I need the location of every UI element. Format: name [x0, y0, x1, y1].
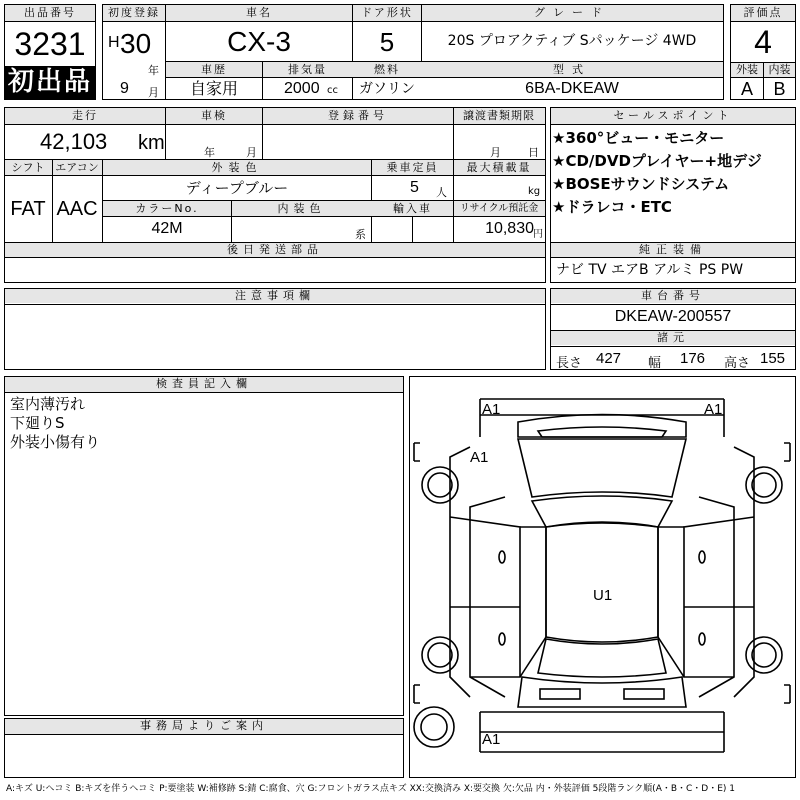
inspector-note-3: 外装小傷有り	[10, 433, 101, 451]
exterior-score-label: 外装	[736, 63, 758, 76]
height-value: 155	[760, 350, 786, 367]
door-value: 5	[379, 27, 395, 57]
car-damage-diagram	[409, 376, 796, 778]
recycle-deposit-unit: 円	[533, 229, 543, 240]
selling-point-1: ★360°ビュー・モニター	[552, 129, 725, 147]
standard-equipment-value: ナビ TV エアB アルミ PS PW	[556, 262, 744, 278]
mileage-unit: km	[138, 132, 165, 154]
damage-mark-hood-left: A1	[470, 449, 489, 466]
year-unit: 年	[148, 64, 159, 77]
car-outline-drawing	[410, 377, 795, 777]
mileage-value: 42,103	[40, 129, 108, 154]
width-value: 176	[680, 350, 706, 367]
capacity-label: 乗車定員	[386, 161, 439, 174]
interior-score-label: 内装	[768, 63, 791, 76]
selling-point-2: ★CD/DVDプレイヤー+地デジ	[552, 152, 762, 170]
transfer-docs-label: 譲渡書類期限	[463, 109, 535, 122]
chassis-number-label: 車台番号	[551, 289, 795, 303]
inspector-notes-label: 検査員記入欄	[5, 377, 403, 392]
exterior-score-value: A	[740, 79, 753, 99]
width-label: 幅	[648, 356, 662, 371]
first-registration-year: 30	[120, 28, 152, 59]
fuel-label: 燃料	[374, 63, 400, 76]
max-load-unit: kg	[528, 186, 541, 197]
aircon-value: AAC	[56, 198, 98, 220]
shift-label: シフト	[11, 161, 45, 174]
chassis-number-value: DKEAW-200557	[614, 308, 732, 325]
height-label: 高さ	[724, 356, 751, 371]
era-label: H	[108, 34, 120, 51]
displacement-label: 排気量	[288, 63, 327, 76]
grade-value: 20S プロアクティブ Sパッケージ 4WD	[447, 33, 697, 49]
interior-score-value: B	[773, 79, 786, 99]
interior-color-unit: 系	[355, 228, 366, 241]
score-label: 評価点	[731, 5, 795, 21]
lot-number-value: 3231	[14, 26, 86, 62]
displacement-value: 2000	[284, 80, 320, 97]
recycle-deposit-label: リサイクル預託金	[459, 203, 539, 214]
dimensions-label: 諸元	[551, 331, 795, 345]
length-value: 427	[596, 350, 622, 367]
lot-number-label: 出品番号	[5, 5, 95, 21]
transfer-docs-month-unit: 月	[490, 146, 501, 159]
exterior-color-label: 外装色	[211, 161, 263, 174]
office-info-label: 事務局よりご案内	[5, 719, 403, 734]
exterior-color-value: ディープブルー	[185, 179, 289, 197]
month-unit: 月	[148, 86, 159, 99]
color-number-label: カラーNo.	[135, 202, 199, 215]
vehicle-history-label: 車歴	[201, 63, 227, 76]
inspection-label: 車検	[201, 109, 227, 122]
registration-number-label: 登録番号	[328, 109, 388, 122]
grade-label: グレード	[534, 6, 610, 19]
inspection-month-unit: 月	[246, 146, 257, 159]
length-label: 長さ	[556, 356, 583, 371]
door-type-label: ドア形状	[361, 6, 413, 19]
first-registration-label: 初度登録	[108, 6, 160, 19]
transfer-docs-day: 日	[528, 146, 539, 159]
model-code-label: 型式	[553, 63, 591, 76]
max-load-label: 最大積載量	[466, 161, 532, 174]
interior-color-label: 内装色	[277, 202, 326, 215]
selling-point-4: ★ドラレコ・ETC	[552, 198, 672, 216]
car-name-label: 車名	[246, 6, 272, 19]
inspector-note-1: 室内薄汚れ	[10, 395, 86, 413]
selling-point-3: ★BOSEサウンドシステム	[552, 175, 730, 193]
damage-legend: A:キズ U:ヘコミ B:キズを伴うヘコミ P:要塗装 W:補修跡 S:錆 C:腐食、穴 G:フロントガラス点キズ XX:交換済み X:要交換 欠:欠品 内・外装評価 5段階ランク順(A・B・C・D・E) 1	[6, 784, 736, 794]
color-number-value: 42M	[151, 220, 183, 237]
import-car-label: 輸入車	[393, 202, 432, 215]
later-parts-label: 後日発送部品	[227, 243, 323, 256]
first-registration-month: 9	[120, 80, 129, 97]
aircon-label: エアコン	[55, 161, 99, 174]
first-listing-badge: 初出品	[5, 66, 95, 99]
recycle-deposit-value: 10,830	[485, 220, 534, 237]
displacement-unit: cc	[327, 85, 338, 96]
vehicle-history-value: 自家用	[189, 79, 238, 98]
standard-equipment-label: 純正装備	[551, 243, 795, 257]
capacity-unit: 人	[436, 186, 447, 199]
selling-points-label: セールスポイント	[551, 108, 795, 124]
damage-mark-rear: A1	[482, 731, 501, 748]
capacity-value: 5	[410, 179, 419, 196]
damage-mark-front-left: A1	[482, 401, 501, 418]
notes-label: 注意事項欄	[5, 289, 545, 303]
inspection-year-unit: 年	[204, 146, 215, 159]
shift-value: FAT	[10, 198, 46, 220]
score-value: 4	[754, 24, 772, 60]
car-name-value: CX-3	[227, 26, 291, 57]
fuel-value: ガソリン	[359, 81, 415, 97]
damage-mark-front-right: A1	[704, 401, 723, 418]
inspector-note-2: 下廻りS	[10, 414, 65, 432]
damage-mark-roof: U1	[593, 587, 613, 604]
model-code-value: 6BA-DKEAW	[525, 80, 619, 97]
mileage-label: 走行	[72, 109, 98, 122]
